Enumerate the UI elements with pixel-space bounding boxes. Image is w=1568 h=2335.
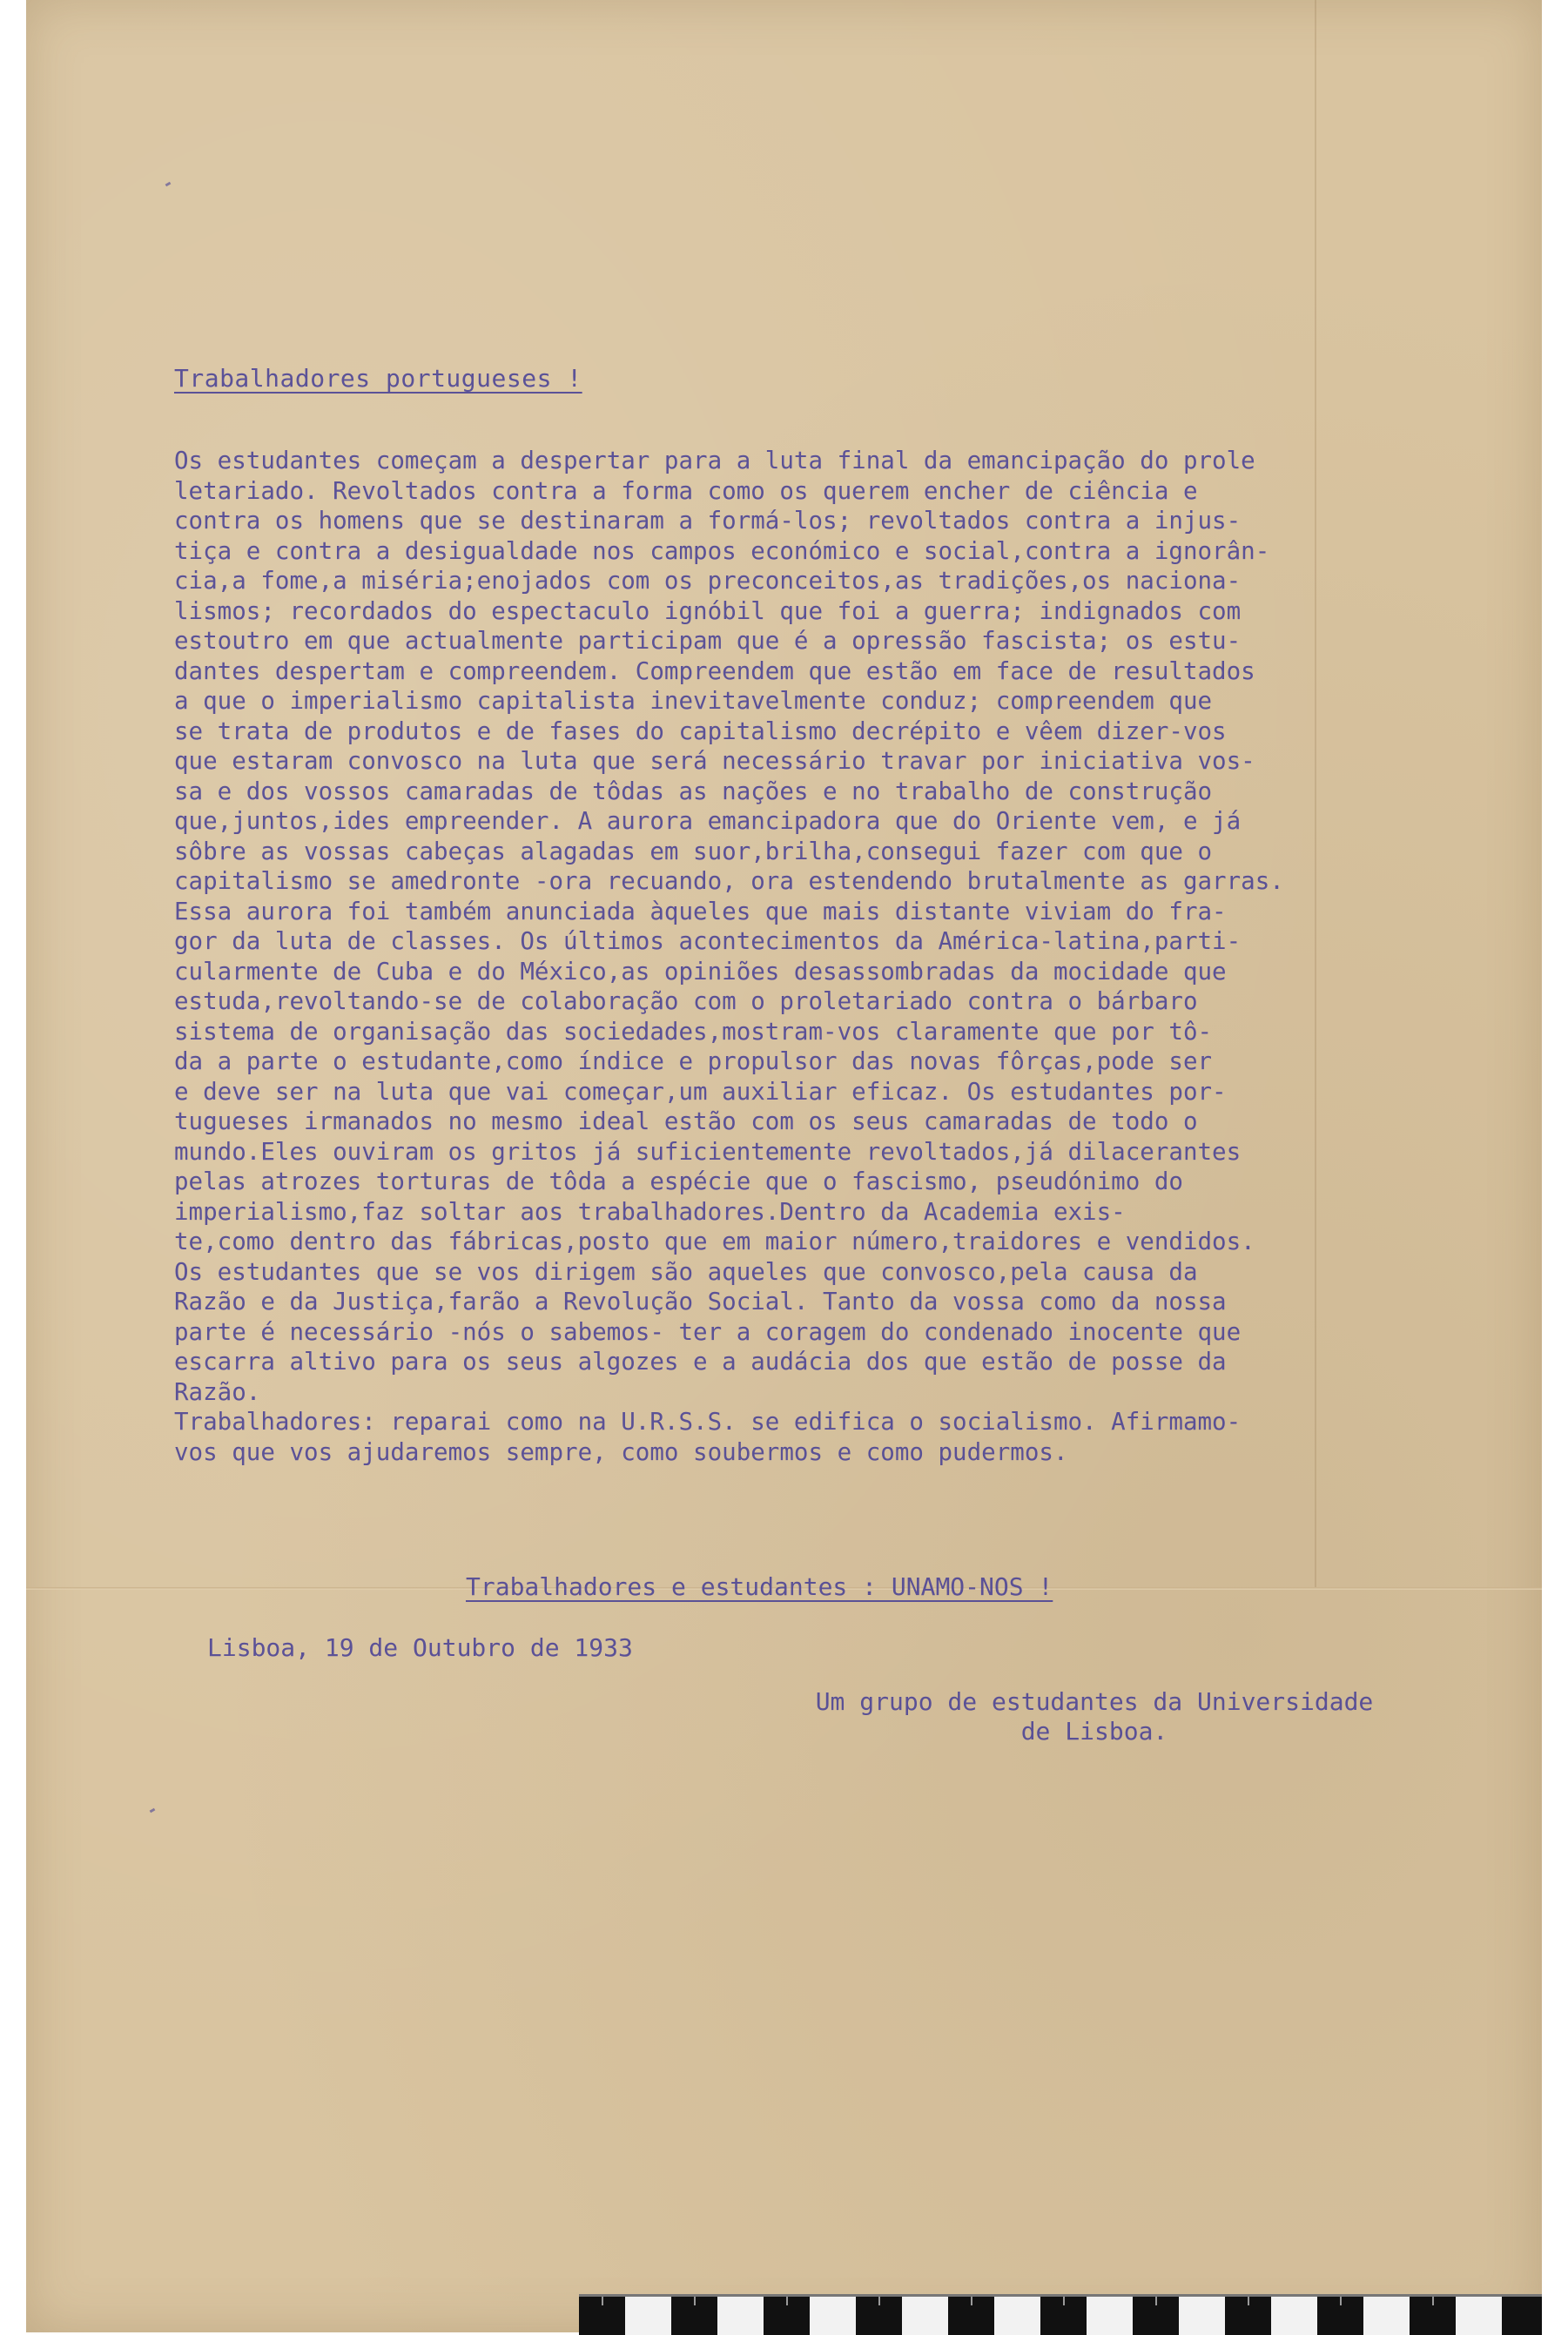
- ruler-tick: [1063, 2297, 1065, 2305]
- body-line: sa e dos vossos camaradas de tôdas as nações e no trabalho de construção: [174, 777, 1213, 805]
- body-line: lismos; recordados do espectaculo ignóbil que foi a guerra; indignados com: [174, 596, 1242, 625]
- body-line: estuda,revoltando-se de colaboração com o proletariado contra o bárbaro: [174, 987, 1198, 1015]
- ruler-tick: [1340, 2297, 1342, 2305]
- signature-line: de Lisboa.: [1020, 1717, 1168, 1746]
- body-line: contra os homens que se destinaram a formá-los; revoltados contra a injus-: [174, 507, 1242, 535]
- body-line: que estaram convosco na luta que será necessário travar por iniciativa vos-: [174, 747, 1255, 775]
- body-line: capitalismo se amedronte -ora recuando, ora estendendo brutalmente as garras.: [174, 867, 1284, 895]
- body-line: sistema de organisação das sociedades,mostram-vos claramente que por tô-: [174, 1017, 1213, 1046]
- ruler-tick: [786, 2297, 788, 2305]
- ruler-tick: [1155, 2297, 1157, 2305]
- ruler-tick: [878, 2297, 880, 2305]
- body-line: tugueses irmanados no mesmo ideal estão com os seus camaradas de todo o: [174, 1107, 1198, 1135]
- body-line: da a parte o estudante,como índice e propulsor das novas fôrças,pode ser: [174, 1047, 1213, 1075]
- body-line: parte é necessário -nós o sabemos- ter a coragem do condenado inocente que: [174, 1317, 1242, 1346]
- ruler-tick: [1432, 2297, 1434, 2305]
- body-line: Os estudantes começam a despertar para a luta final da emancipação do prole: [174, 447, 1255, 474]
- slogan-line: Trabalhadores e estudantes : UNAMO-NOS !: [466, 1572, 1053, 1601]
- body-line: Razão.: [174, 1377, 261, 1406]
- ruler-tick: [602, 2297, 603, 2305]
- body-line: Razão e da Justiça,farão a Revolução Social. Tanto da vossa como da nossa: [174, 1288, 1227, 1316]
- body-line: mundo.Eles ouviram os gritos já suficientemente revoltados,já dilacerantes: [174, 1137, 1242, 1166]
- body-line: tiça e contra a desigualdade nos campos económico e social,contra a ignorân-: [174, 536, 1270, 565]
- body-line: sôbre as vossas cabeças alagadas em suor,brilha,consegui fazer com que o: [174, 837, 1213, 865]
- scale-ruler: [579, 2294, 1542, 2335]
- body-line: estoutro em que actualmente participam que é a opressão fascista; os estu-: [174, 627, 1242, 655]
- body-line: escarra altivo para os seus algozes e a audácia dos que estão de posse da: [174, 1348, 1227, 1376]
- body-line: Os estudantes que se vos dirigem são aqueles que convosco,pela causa da: [174, 1257, 1198, 1286]
- body-line: vos que vos ajudaremos sempre, como soubermos e como pudermos.: [174, 1437, 1068, 1466]
- body-line: Essa aurora foi também anunciada àqueles que mais distante viviam do fra-: [174, 897, 1227, 925]
- body-line: gor da luta de classes. Os últimos acontecimentos da América-latina,parti-: [174, 927, 1242, 955]
- body-line: te,como dentro das fábricas,posto que em maior número,traidores e vendidos.: [174, 1228, 1255, 1255]
- body-line: letariado. Revoltados contra a forma como os querem encher de ciência e: [174, 476, 1198, 505]
- body-line: se trata de produtos e de fases do capitalismo decrépito e vêem dizer-vos: [174, 717, 1227, 745]
- letter-heading: Trabalhadores portugueses !: [174, 364, 582, 393]
- body-line: e deve ser na luta que vai começar,um auxiliar eficaz. Os estudantes por-: [174, 1077, 1227, 1106]
- letter-body: [174, 446, 1497, 1467]
- body-line: cia,a fome,a miséria;enojados com os preconceitos,as tradições,os naciona-: [174, 567, 1242, 595]
- body-line: a que o imperialismo capitalista inevitavelmente conduz; compreendem que: [174, 687, 1213, 715]
- signature-line: Um grupo de estudantes da Universidade: [815, 1687, 1374, 1716]
- body-line: Trabalhadores: reparai como na U.R.S.S. se edifica o socialismo. Afirmamo-: [174, 1408, 1242, 1436]
- ruler-tick: [694, 2297, 696, 2305]
- body-line: que,juntos,ides empreender. A aurora emancipadora que do Oriente vem, e já: [174, 807, 1242, 835]
- body-line: dantes despertam e compreendem. Compreendem que estão em face de resultados: [174, 656, 1255, 685]
- body-line: pelas atrozes torturas de tôda a espécie que o fascismo, pseudónimo do: [174, 1168, 1183, 1195]
- body-line: imperialismo,faz soltar aos trabalhadores.Dentro da Academia exis-: [174, 1197, 1126, 1226]
- ruler-tick: [1248, 2297, 1249, 2305]
- signature-block: [759, 1687, 1430, 1746]
- ruler-tick: [971, 2297, 972, 2305]
- body-line: cularmente de Cuba e do México,as opiniões desassombradas da mocidade que: [174, 957, 1227, 986]
- dateline: Lisboa, 19 de Outubro de 1933: [207, 1633, 633, 1662]
